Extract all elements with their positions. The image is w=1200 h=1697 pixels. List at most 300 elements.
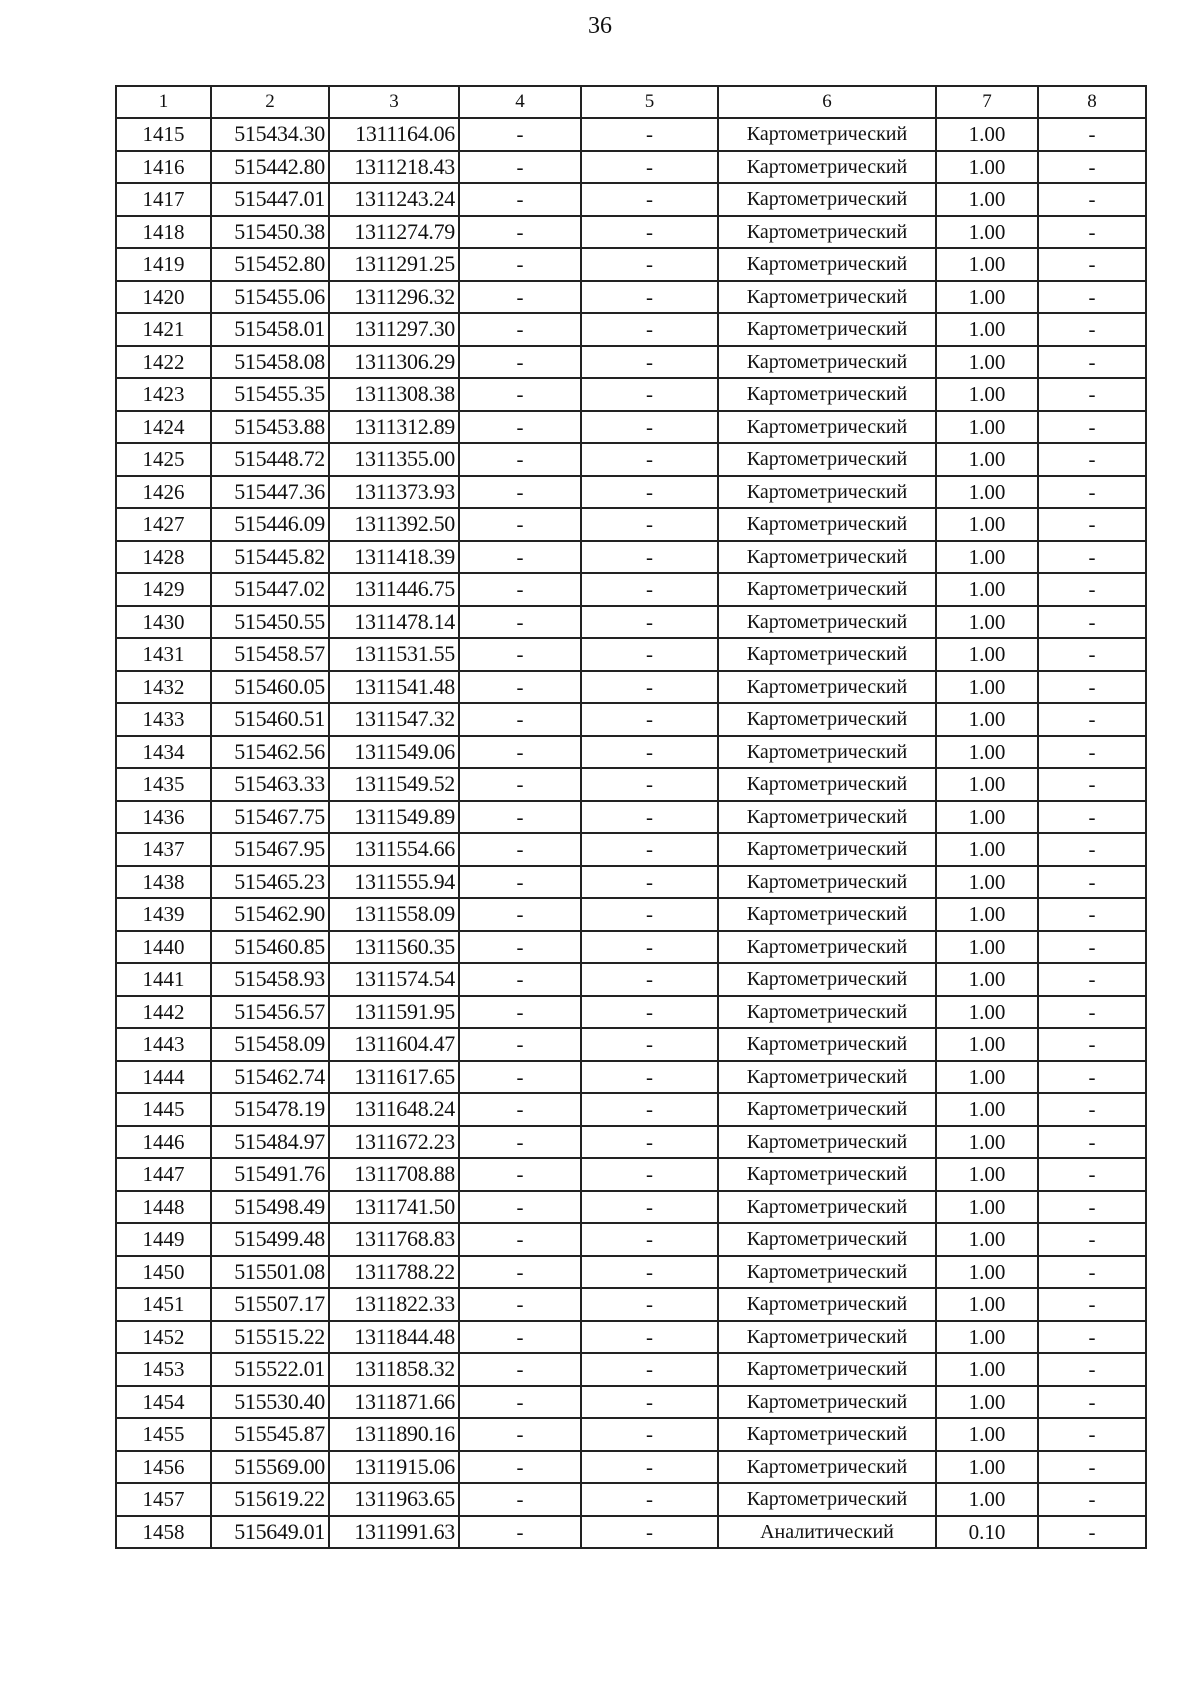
point-number-cell: 1435 — [116, 768, 211, 801]
column-5-cell: - — [581, 1353, 718, 1386]
y-coordinate-cell: 1311306.29 — [329, 346, 459, 379]
x-coordinate-cell: 515515.22 — [211, 1321, 329, 1354]
column-5-cell: - — [581, 216, 718, 249]
accuracy-cell: 1.00 — [936, 313, 1038, 346]
y-coordinate-cell: 1311274.79 — [329, 216, 459, 249]
method-cell: Картометрический — [718, 313, 936, 346]
column-5-cell: - — [581, 1158, 718, 1191]
column-5-cell: - — [581, 443, 718, 476]
column-4-cell: - — [459, 963, 581, 996]
accuracy-cell: 1.00 — [936, 801, 1038, 834]
y-coordinate-cell: 1311291.25 — [329, 248, 459, 281]
column-5-cell: - — [581, 833, 718, 866]
table-row — [116, 606, 1146, 639]
x-coordinate-cell: 515498.49 — [211, 1191, 329, 1224]
y-coordinate-cell: 1311164.06 — [329, 118, 459, 151]
method-cell: Картометрический — [718, 1451, 936, 1484]
page-number: 36 — [588, 13, 612, 39]
table-row — [116, 248, 1146, 281]
y-coordinate-cell: 1311478.14 — [329, 606, 459, 639]
method-cell: Картометрический — [718, 1353, 936, 1386]
accuracy-cell: 1.00 — [936, 931, 1038, 964]
x-coordinate-cell: 515458.57 — [211, 638, 329, 671]
table-row — [116, 768, 1146, 801]
point-number-cell: 1430 — [116, 606, 211, 639]
point-number-cell: 1433 — [116, 703, 211, 736]
accuracy-cell: 1.00 — [936, 996, 1038, 1029]
method-cell: Картометрический — [718, 1191, 936, 1224]
x-coordinate-cell: 515507.17 — [211, 1288, 329, 1321]
column-4-cell: - — [459, 768, 581, 801]
column-5-cell: - — [581, 996, 718, 1029]
y-coordinate-cell: 1311549.06 — [329, 736, 459, 769]
column-5-cell: - — [581, 378, 718, 411]
point-number-cell: 1450 — [116, 1256, 211, 1289]
y-coordinate-cell: 1311915.06 — [329, 1451, 459, 1484]
column-4-cell: - — [459, 313, 581, 346]
x-coordinate-cell: 515530.40 — [211, 1386, 329, 1419]
accuracy-cell: 1.00 — [936, 508, 1038, 541]
method-cell: Картометрический — [718, 898, 936, 931]
column-5-cell: - — [581, 898, 718, 931]
point-number-cell: 1416 — [116, 151, 211, 184]
table-row — [116, 996, 1146, 1029]
point-number-cell: 1419 — [116, 248, 211, 281]
column-header: 3 — [329, 86, 459, 118]
table-body — [116, 118, 1146, 1548]
method-cell: Картометрический — [718, 151, 936, 184]
method-cell: Картометрический — [718, 476, 936, 509]
column-8-cell: - — [1038, 216, 1146, 249]
point-number-cell: 1426 — [116, 476, 211, 509]
column-4-cell: - — [459, 606, 581, 639]
x-coordinate-cell: 515569.00 — [211, 1451, 329, 1484]
y-coordinate-cell: 1311296.32 — [329, 281, 459, 314]
point-number-cell: 1422 — [116, 346, 211, 379]
column-4-cell: - — [459, 1223, 581, 1256]
x-coordinate-cell: 515448.72 — [211, 443, 329, 476]
point-number-cell: 1439 — [116, 898, 211, 931]
point-number-cell: 1438 — [116, 866, 211, 899]
column-8-cell: - — [1038, 1321, 1146, 1354]
column-8-cell: - — [1038, 671, 1146, 704]
column-5-cell: - — [581, 736, 718, 769]
accuracy-cell: 0.10 — [936, 1516, 1038, 1549]
column-4-cell: - — [459, 1418, 581, 1451]
x-coordinate-cell: 515445.82 — [211, 541, 329, 574]
accuracy-cell: 1.00 — [936, 736, 1038, 769]
y-coordinate-cell: 1311991.63 — [329, 1516, 459, 1549]
method-cell: Картометрический — [718, 1093, 936, 1126]
point-number-cell: 1455 — [116, 1418, 211, 1451]
point-number-cell: 1446 — [116, 1126, 211, 1159]
column-5-cell: - — [581, 411, 718, 444]
column-8-cell: - — [1038, 1061, 1146, 1094]
table-row — [116, 1256, 1146, 1289]
point-number-cell: 1449 — [116, 1223, 211, 1256]
table-row — [116, 1061, 1146, 1094]
column-4-cell: - — [459, 931, 581, 964]
column-5-cell: - — [581, 606, 718, 639]
point-number-cell: 1447 — [116, 1158, 211, 1191]
column-4-cell: - — [459, 1321, 581, 1354]
y-coordinate-cell: 1311531.55 — [329, 638, 459, 671]
table-header-row — [116, 86, 1146, 118]
column-4-cell: - — [459, 248, 581, 281]
y-coordinate-cell: 1311418.39 — [329, 541, 459, 574]
point-number-cell: 1418 — [116, 216, 211, 249]
x-coordinate-cell: 515458.93 — [211, 963, 329, 996]
x-coordinate-cell: 515460.51 — [211, 703, 329, 736]
column-8-cell: - — [1038, 508, 1146, 541]
accuracy-cell: 1.00 — [936, 151, 1038, 184]
method-cell: Картометрический — [718, 866, 936, 899]
accuracy-cell: 1.00 — [936, 703, 1038, 736]
x-coordinate-cell: 515491.76 — [211, 1158, 329, 1191]
method-cell: Картометрический — [718, 768, 936, 801]
point-number-cell: 1428 — [116, 541, 211, 574]
column-8-cell: - — [1038, 541, 1146, 574]
column-8-cell: - — [1038, 1451, 1146, 1484]
y-coordinate-cell: 1311672.23 — [329, 1126, 459, 1159]
table-row — [116, 1093, 1146, 1126]
column-4-cell: - — [459, 508, 581, 541]
column-8-cell: - — [1038, 1223, 1146, 1256]
y-coordinate-cell: 1311554.66 — [329, 833, 459, 866]
column-8-cell: - — [1038, 1158, 1146, 1191]
column-4-cell: - — [459, 216, 581, 249]
table-row — [116, 573, 1146, 606]
column-8-cell: - — [1038, 1516, 1146, 1549]
column-8-cell: - — [1038, 931, 1146, 964]
column-8-cell: - — [1038, 443, 1146, 476]
method-cell: Картометрический — [718, 1158, 936, 1191]
y-coordinate-cell: 1311547.32 — [329, 703, 459, 736]
column-4-cell: - — [459, 541, 581, 574]
method-cell: Картометрический — [718, 1321, 936, 1354]
accuracy-cell: 1.00 — [936, 1386, 1038, 1419]
table-row — [116, 118, 1146, 151]
x-coordinate-cell: 515447.36 — [211, 476, 329, 509]
accuracy-cell: 1.00 — [936, 768, 1038, 801]
column-5-cell: - — [581, 768, 718, 801]
accuracy-cell: 1.00 — [936, 378, 1038, 411]
column-4-cell: - — [459, 1288, 581, 1321]
method-cell: Картометрический — [718, 1386, 936, 1419]
y-coordinate-cell: 1311871.66 — [329, 1386, 459, 1419]
table-row — [116, 1158, 1146, 1191]
x-coordinate-cell: 515450.55 — [211, 606, 329, 639]
column-5-cell: - — [581, 801, 718, 834]
accuracy-cell: 1.00 — [936, 541, 1038, 574]
x-coordinate-cell: 515458.01 — [211, 313, 329, 346]
method-cell: Картометрический — [718, 931, 936, 964]
point-number-cell: 1442 — [116, 996, 211, 1029]
method-cell: Картометрический — [718, 378, 936, 411]
column-5-cell: - — [581, 1321, 718, 1354]
column-8-cell: - — [1038, 573, 1146, 606]
accuracy-cell: 1.00 — [936, 1321, 1038, 1354]
column-8-cell: - — [1038, 1028, 1146, 1061]
x-coordinate-cell: 515484.97 — [211, 1126, 329, 1159]
accuracy-cell: 1.00 — [936, 411, 1038, 444]
column-8-cell: - — [1038, 346, 1146, 379]
method-cell: Картометрический — [718, 1483, 936, 1516]
column-4-cell: - — [459, 1386, 581, 1419]
point-number-cell: 1448 — [116, 1191, 211, 1224]
column-8-cell: - — [1038, 963, 1146, 996]
column-5-cell: - — [581, 1061, 718, 1094]
x-coordinate-cell: 515465.23 — [211, 866, 329, 899]
column-4-cell: - — [459, 736, 581, 769]
column-4-cell: - — [459, 703, 581, 736]
accuracy-cell: 1.00 — [936, 1418, 1038, 1451]
column-4-cell: - — [459, 476, 581, 509]
y-coordinate-cell: 1311822.33 — [329, 1288, 459, 1321]
method-cell: Картометрический — [718, 411, 936, 444]
point-number-cell: 1453 — [116, 1353, 211, 1386]
point-number-cell: 1421 — [116, 313, 211, 346]
x-coordinate-cell: 515460.85 — [211, 931, 329, 964]
y-coordinate-cell: 1311541.48 — [329, 671, 459, 704]
x-coordinate-cell: 515462.74 — [211, 1061, 329, 1094]
x-coordinate-cell: 515458.08 — [211, 346, 329, 379]
column-8-cell: - — [1038, 313, 1146, 346]
x-coordinate-cell: 515649.01 — [211, 1516, 329, 1549]
column-4-cell: - — [459, 801, 581, 834]
method-cell: Картометрический — [718, 508, 936, 541]
column-4-cell: - — [459, 183, 581, 216]
table-row — [116, 1288, 1146, 1321]
point-number-cell: 1437 — [116, 833, 211, 866]
point-number-cell: 1452 — [116, 1321, 211, 1354]
column-5-cell: - — [581, 508, 718, 541]
column-4-cell: - — [459, 996, 581, 1029]
table-row — [116, 378, 1146, 411]
column-5-cell: - — [581, 1516, 718, 1549]
point-number-cell: 1458 — [116, 1516, 211, 1549]
x-coordinate-cell: 515456.57 — [211, 996, 329, 1029]
table-row — [116, 1028, 1146, 1061]
column-header: 1 — [116, 86, 211, 118]
column-4-cell: - — [459, 898, 581, 931]
method-cell: Картометрический — [718, 1256, 936, 1289]
y-coordinate-cell: 1311617.65 — [329, 1061, 459, 1094]
column-5-cell: - — [581, 1483, 718, 1516]
table-row — [116, 151, 1146, 184]
x-coordinate-cell: 515462.90 — [211, 898, 329, 931]
accuracy-cell: 1.00 — [936, 638, 1038, 671]
x-coordinate-cell: 515452.80 — [211, 248, 329, 281]
column-5-cell: - — [581, 151, 718, 184]
table-row — [116, 508, 1146, 541]
table-row — [116, 833, 1146, 866]
column-4-cell: - — [459, 118, 581, 151]
point-number-cell: 1451 — [116, 1288, 211, 1321]
table-row — [116, 963, 1146, 996]
y-coordinate-cell: 1311549.52 — [329, 768, 459, 801]
column-8-cell: - — [1038, 1418, 1146, 1451]
column-4-cell: - — [459, 1028, 581, 1061]
column-8-cell: - — [1038, 1288, 1146, 1321]
column-5-cell: - — [581, 931, 718, 964]
column-4-cell: - — [459, 1451, 581, 1484]
column-4-cell: - — [459, 346, 581, 379]
table-row — [116, 671, 1146, 704]
column-4-cell: - — [459, 638, 581, 671]
point-number-cell: 1454 — [116, 1386, 211, 1419]
accuracy-cell: 1.00 — [936, 833, 1038, 866]
method-cell: Картометрический — [718, 573, 936, 606]
column-4-cell: - — [459, 1256, 581, 1289]
table-row — [116, 476, 1146, 509]
x-coordinate-cell: 515499.48 — [211, 1223, 329, 1256]
column-5-cell: - — [581, 281, 718, 314]
coordinates-table — [115, 85, 1147, 1549]
accuracy-cell: 1.00 — [936, 281, 1038, 314]
column-header: 7 — [936, 86, 1038, 118]
accuracy-cell: 1.00 — [936, 1483, 1038, 1516]
accuracy-cell: 1.00 — [936, 1451, 1038, 1484]
accuracy-cell: 1.00 — [936, 1256, 1038, 1289]
column-5-cell: - — [581, 1451, 718, 1484]
method-cell: Картометрический — [718, 443, 936, 476]
column-header: 5 — [581, 86, 718, 118]
y-coordinate-cell: 1311788.22 — [329, 1256, 459, 1289]
column-8-cell: - — [1038, 248, 1146, 281]
accuracy-cell: 1.00 — [936, 1093, 1038, 1126]
x-coordinate-cell: 515442.80 — [211, 151, 329, 184]
accuracy-cell: 1.00 — [936, 898, 1038, 931]
accuracy-cell: 1.00 — [936, 216, 1038, 249]
x-coordinate-cell: 515460.05 — [211, 671, 329, 704]
table-row — [116, 1126, 1146, 1159]
method-cell: Картометрический — [718, 671, 936, 704]
accuracy-cell: 1.00 — [936, 573, 1038, 606]
y-coordinate-cell: 1311604.47 — [329, 1028, 459, 1061]
y-coordinate-cell: 1311648.24 — [329, 1093, 459, 1126]
column-5-cell: - — [581, 963, 718, 996]
column-4-cell: - — [459, 411, 581, 444]
column-5-cell: - — [581, 638, 718, 671]
column-4-cell: - — [459, 1353, 581, 1386]
point-number-cell: 1420 — [116, 281, 211, 314]
table-row — [116, 1191, 1146, 1224]
column-5-cell: - — [581, 1288, 718, 1321]
method-cell: Картометрический — [718, 996, 936, 1029]
x-coordinate-cell: 515455.35 — [211, 378, 329, 411]
accuracy-cell: 1.00 — [936, 1158, 1038, 1191]
x-coordinate-cell: 515453.88 — [211, 411, 329, 444]
column-header: 6 — [718, 86, 936, 118]
y-coordinate-cell: 1311708.88 — [329, 1158, 459, 1191]
x-coordinate-cell: 515501.08 — [211, 1256, 329, 1289]
column-8-cell: - — [1038, 1191, 1146, 1224]
method-cell: Картометрический — [718, 248, 936, 281]
point-number-cell: 1417 — [116, 183, 211, 216]
accuracy-cell: 1.00 — [936, 1061, 1038, 1094]
column-8-cell: - — [1038, 183, 1146, 216]
point-number-cell: 1432 — [116, 671, 211, 704]
method-cell: Картометрический — [718, 606, 936, 639]
column-4-cell: - — [459, 1191, 581, 1224]
point-number-cell: 1431 — [116, 638, 211, 671]
column-8-cell: - — [1038, 151, 1146, 184]
accuracy-cell: 1.00 — [936, 118, 1038, 151]
table-row — [116, 183, 1146, 216]
column-8-cell: - — [1038, 411, 1146, 444]
x-coordinate-cell: 515458.09 — [211, 1028, 329, 1061]
column-8-cell: - — [1038, 1386, 1146, 1419]
column-8-cell: - — [1038, 996, 1146, 1029]
table-row — [116, 1483, 1146, 1516]
column-5-cell: - — [581, 1028, 718, 1061]
table-row — [116, 931, 1146, 964]
table-row — [116, 801, 1146, 834]
table-row — [116, 866, 1146, 899]
column-4-cell: - — [459, 1158, 581, 1191]
column-header: 8 — [1038, 86, 1146, 118]
table-row — [116, 411, 1146, 444]
y-coordinate-cell: 1311858.32 — [329, 1353, 459, 1386]
y-coordinate-cell: 1311963.65 — [329, 1483, 459, 1516]
column-5-cell: - — [581, 703, 718, 736]
x-coordinate-cell: 515462.56 — [211, 736, 329, 769]
column-4-cell: - — [459, 833, 581, 866]
table-row — [116, 638, 1146, 671]
method-cell: Картометрический — [718, 118, 936, 151]
column-8-cell: - — [1038, 1093, 1146, 1126]
table-row — [116, 1451, 1146, 1484]
point-number-cell: 1434 — [116, 736, 211, 769]
method-cell: Картометрический — [718, 281, 936, 314]
y-coordinate-cell: 1311446.75 — [329, 573, 459, 606]
column-4-cell: - — [459, 151, 581, 184]
column-5-cell: - — [581, 1223, 718, 1256]
point-number-cell: 1423 — [116, 378, 211, 411]
x-coordinate-cell: 515450.38 — [211, 216, 329, 249]
column-5-cell: - — [581, 183, 718, 216]
column-4-cell: - — [459, 866, 581, 899]
x-coordinate-cell: 515447.01 — [211, 183, 329, 216]
point-number-cell: 1443 — [116, 1028, 211, 1061]
point-number-cell: 1457 — [116, 1483, 211, 1516]
y-coordinate-cell: 1311768.83 — [329, 1223, 459, 1256]
table-row — [116, 281, 1146, 314]
column-4-cell: - — [459, 1126, 581, 1159]
y-coordinate-cell: 1311591.95 — [329, 996, 459, 1029]
accuracy-cell: 1.00 — [936, 1191, 1038, 1224]
accuracy-cell: 1.00 — [936, 183, 1038, 216]
column-8-cell: - — [1038, 281, 1146, 314]
point-number-cell: 1440 — [116, 931, 211, 964]
table-row — [116, 346, 1146, 379]
x-coordinate-cell: 515619.22 — [211, 1483, 329, 1516]
method-cell: Картометрический — [718, 541, 936, 574]
column-8-cell: - — [1038, 378, 1146, 411]
table-row — [116, 898, 1146, 931]
y-coordinate-cell: 1311549.89 — [329, 801, 459, 834]
point-number-cell: 1436 — [116, 801, 211, 834]
y-coordinate-cell: 1311308.38 — [329, 378, 459, 411]
column-4-cell: - — [459, 671, 581, 704]
column-8-cell: - — [1038, 703, 1146, 736]
point-number-cell: 1441 — [116, 963, 211, 996]
method-cell: Картометрический — [718, 801, 936, 834]
method-cell: Картометрический — [718, 1288, 936, 1321]
column-5-cell: - — [581, 1256, 718, 1289]
y-coordinate-cell: 1311555.94 — [329, 866, 459, 899]
